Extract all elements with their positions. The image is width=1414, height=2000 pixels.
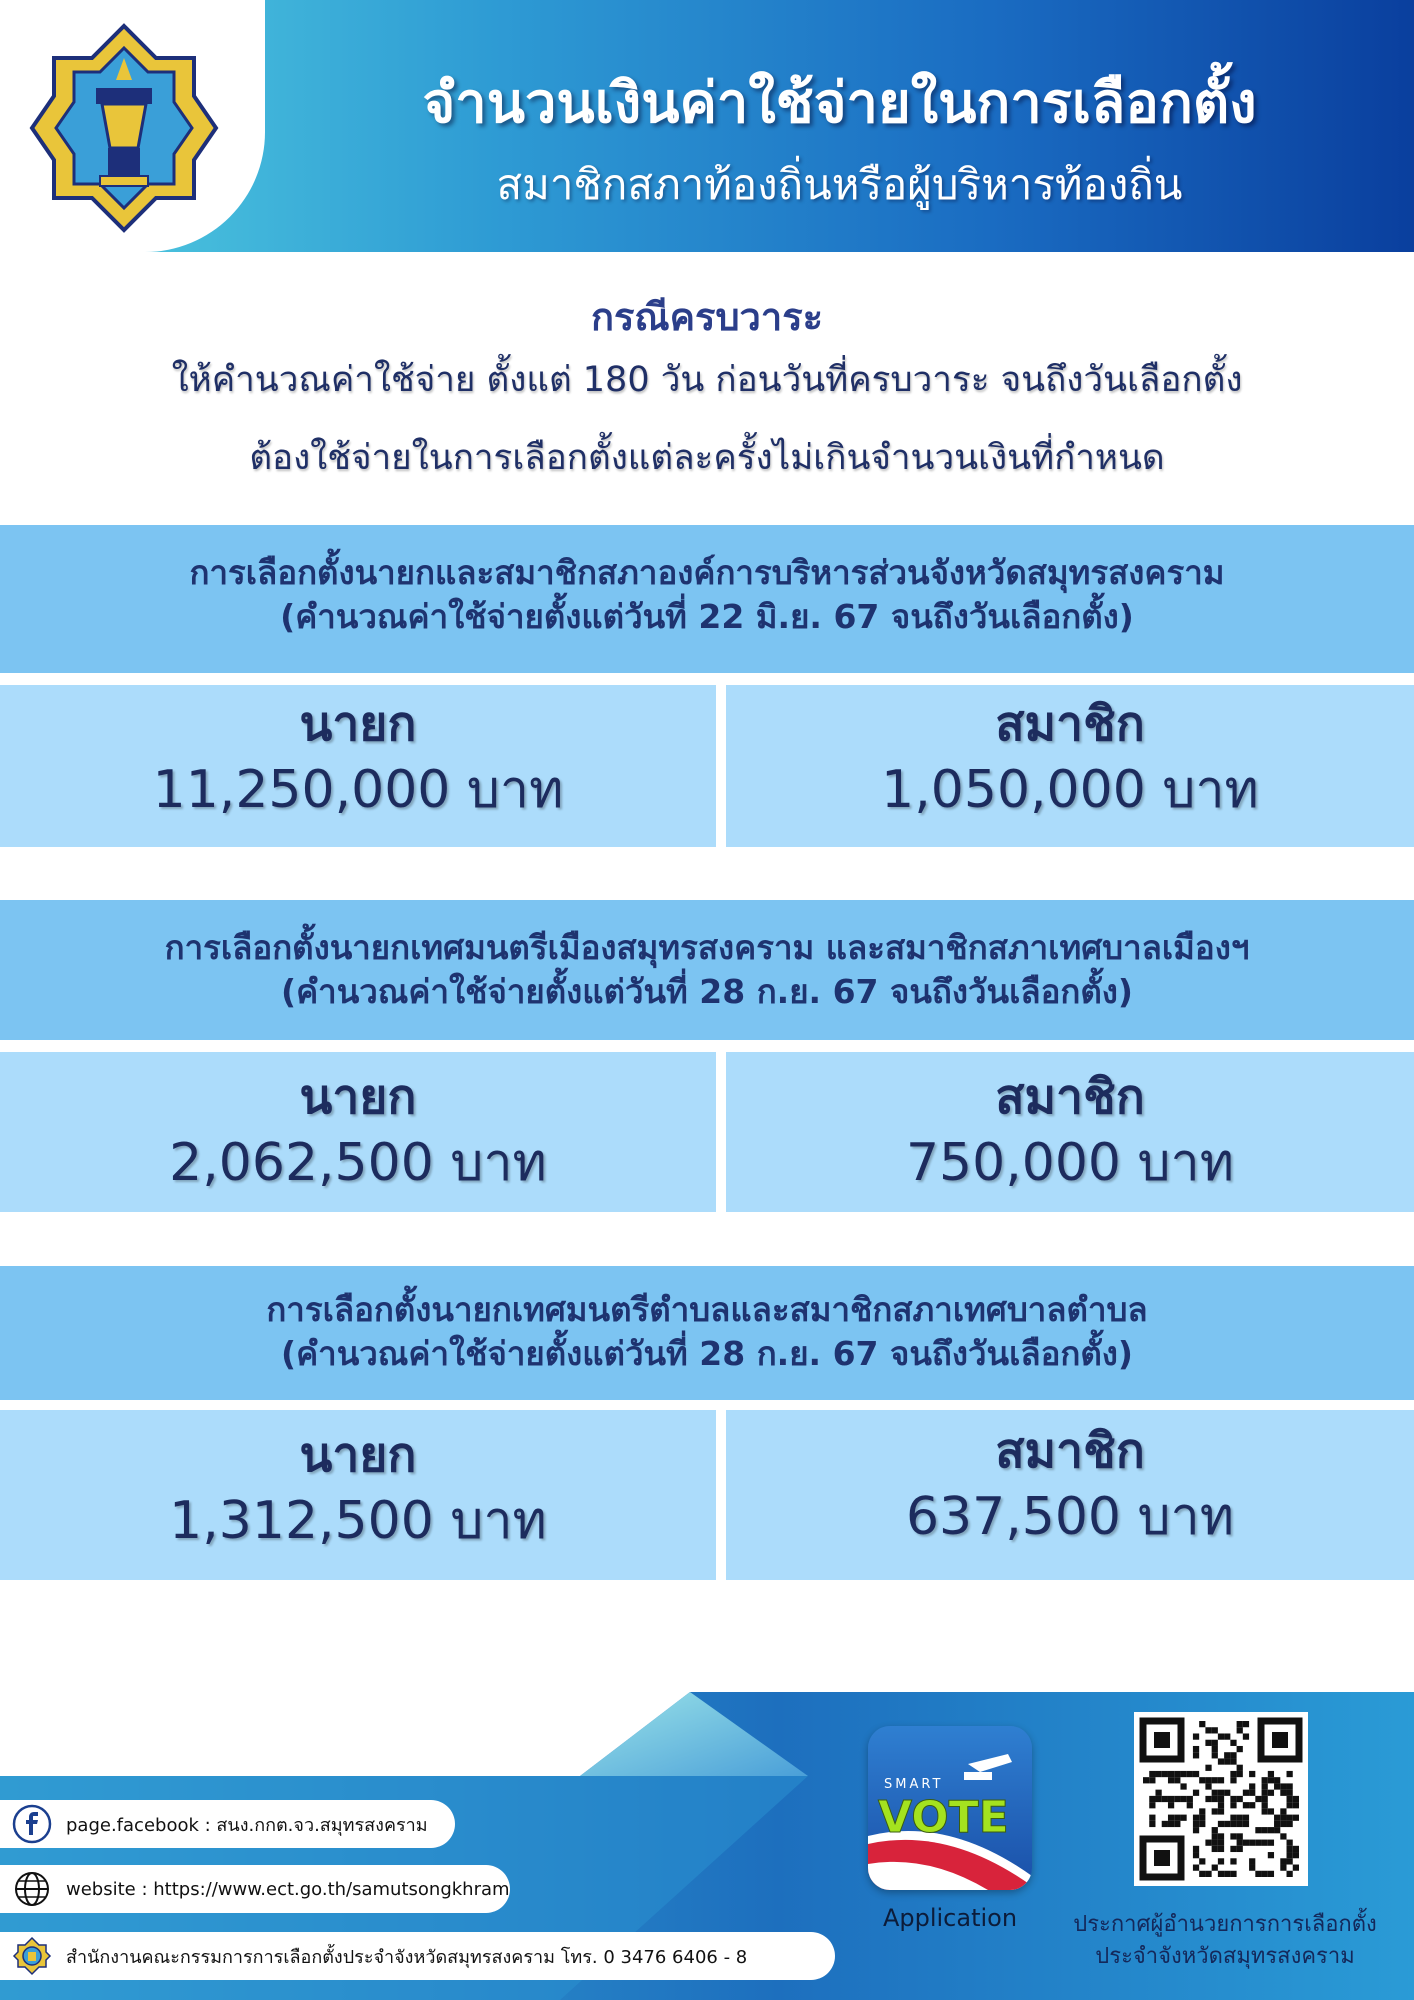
- section-1-period: (คำนวณค่าใช้จ่ายตั้งแต่วันที่ 22 มิ.ย. 67 จนถึงวันเลือกตั้ง): [280, 597, 1134, 636]
- section-1-mayor-cell: [0, 685, 716, 847]
- section-3-member-amount: 637,500 บาท: [905, 1487, 1235, 1547]
- section-2-mayor-amount: 2,062,500 บาท: [169, 1133, 547, 1193]
- section-1-member-cell: [726, 685, 1414, 847]
- section-2-title: การเลือกตั้งนายกเทศมนตรีเมืองสมุทรสงคราม และสมาชิกสภาเทศบาลเมืองฯ: [164, 928, 1250, 967]
- section-3-member-cell: [726, 1410, 1414, 1580]
- app-vote-text: VOTE: [878, 1792, 1009, 1843]
- section-3-title: การเลือกตั้งนายกเทศมนตรีตำบลและสมาชิกสภาเทศบาลตำบล: [266, 1290, 1148, 1329]
- ect-small-logo-icon: [12, 1936, 52, 1976]
- intro-heading: กรณีครบวาระ: [590, 295, 824, 339]
- vote-app-icon[interactable]: [868, 1726, 1032, 1890]
- section-2-member-label: สมาชิก: [995, 1069, 1145, 1125]
- facebook-link[interactable]: [0, 1800, 455, 1848]
- app-smart-text: SMART: [884, 1777, 944, 1792]
- section-1-mayor-amount: 11,250,000 บาท: [152, 760, 564, 820]
- facebook-text: page.facebook : สนง.กกต.จว.สมุทรสงคราม: [66, 1814, 428, 1836]
- header-banner: [0, 0, 1414, 252]
- page-subtitle: สมาชิกสภาท้องถิ่นหรือผู้บริหารท้องถิ่น: [496, 160, 1183, 209]
- section-3-period: (คำนวณค่าใช้จ่ายตั้งแต่วันที่ 28 ก.ย. 67 จนถึงวันเลือกตั้ง): [281, 1334, 1133, 1373]
- section-2-header: [0, 900, 1414, 1040]
- section-1-member-label: สมาชิก: [995, 696, 1145, 752]
- section-1-mayor-label: นายก: [299, 696, 417, 752]
- section-3-member-label: สมาชิก: [995, 1423, 1145, 1479]
- section-3-mayor-amount: 1,312,500 บาท: [169, 1491, 547, 1551]
- office-text: สำนักงานคณะกรรมการการเลือกตั้งประจำจังหวัดสมุทรสงคราม โทร. 0 3476 6406 - 8: [66, 1946, 748, 1968]
- section-1-title: การเลือกตั้งนายกและสมาชิกสภาองค์การบริหารส่วนจังหวัดสมุทรสงคราม: [189, 553, 1225, 592]
- intro-line-1: ให้คำนวณค่าใช้จ่าย ตั้งแต่ 180 วัน ก่อนวันที่ครบวาระ จนถึงวันเลือกตั้ง: [171, 360, 1243, 400]
- page-title: จำนวนเงินค่าใช้จ่ายในการเลือกตั้ง: [422, 71, 1257, 136]
- logo-container: [0, 0, 265, 252]
- website-link[interactable]: [0, 1865, 510, 1913]
- section-2-member-amount: 750,000 บาท: [905, 1133, 1235, 1193]
- section-2-member-cell: [726, 1052, 1414, 1212]
- section-1-header: [0, 525, 1414, 673]
- section-3-mayor-label: นายก: [299, 1427, 417, 1483]
- ect-logo-icon: [24, 18, 224, 238]
- section-3-header: [0, 1266, 1414, 1400]
- globe-icon: [12, 1869, 52, 1909]
- qr-caption-line-2: ประจำจังหวัดสมุทรสงคราม: [1095, 1944, 1355, 1969]
- section-1-member-amount: 1,050,000 บาท: [881, 760, 1259, 820]
- qr-caption-line-1: ประกาศผู้อำนวยการการเลือกตั้ง: [1073, 1912, 1377, 1937]
- section-3-mayor-cell: [0, 1410, 716, 1580]
- qr-code-icon[interactable]: [1134, 1712, 1308, 1886]
- section-2-mayor-label: นายก: [299, 1069, 417, 1125]
- section-2-mayor-cell: [0, 1052, 716, 1212]
- website-text: website : https://www.ect.go.th/samutsongkhram: [66, 1878, 510, 1900]
- section-2-period: (คำนวณค่าใช้จ่ายตั้งแต่วันที่ 28 ก.ย. 67 จนถึงวันเลือกตั้ง): [281, 972, 1133, 1011]
- facebook-icon: [12, 1804, 52, 1844]
- intro-line-2: ต้องใช้จ่ายในการเลือกตั้งแต่ละครั้งไม่เกินจำนวนเงินที่กำหนด: [249, 438, 1165, 478]
- app-label: Application: [882, 1904, 1018, 1932]
- office-contact: [0, 1932, 835, 1980]
